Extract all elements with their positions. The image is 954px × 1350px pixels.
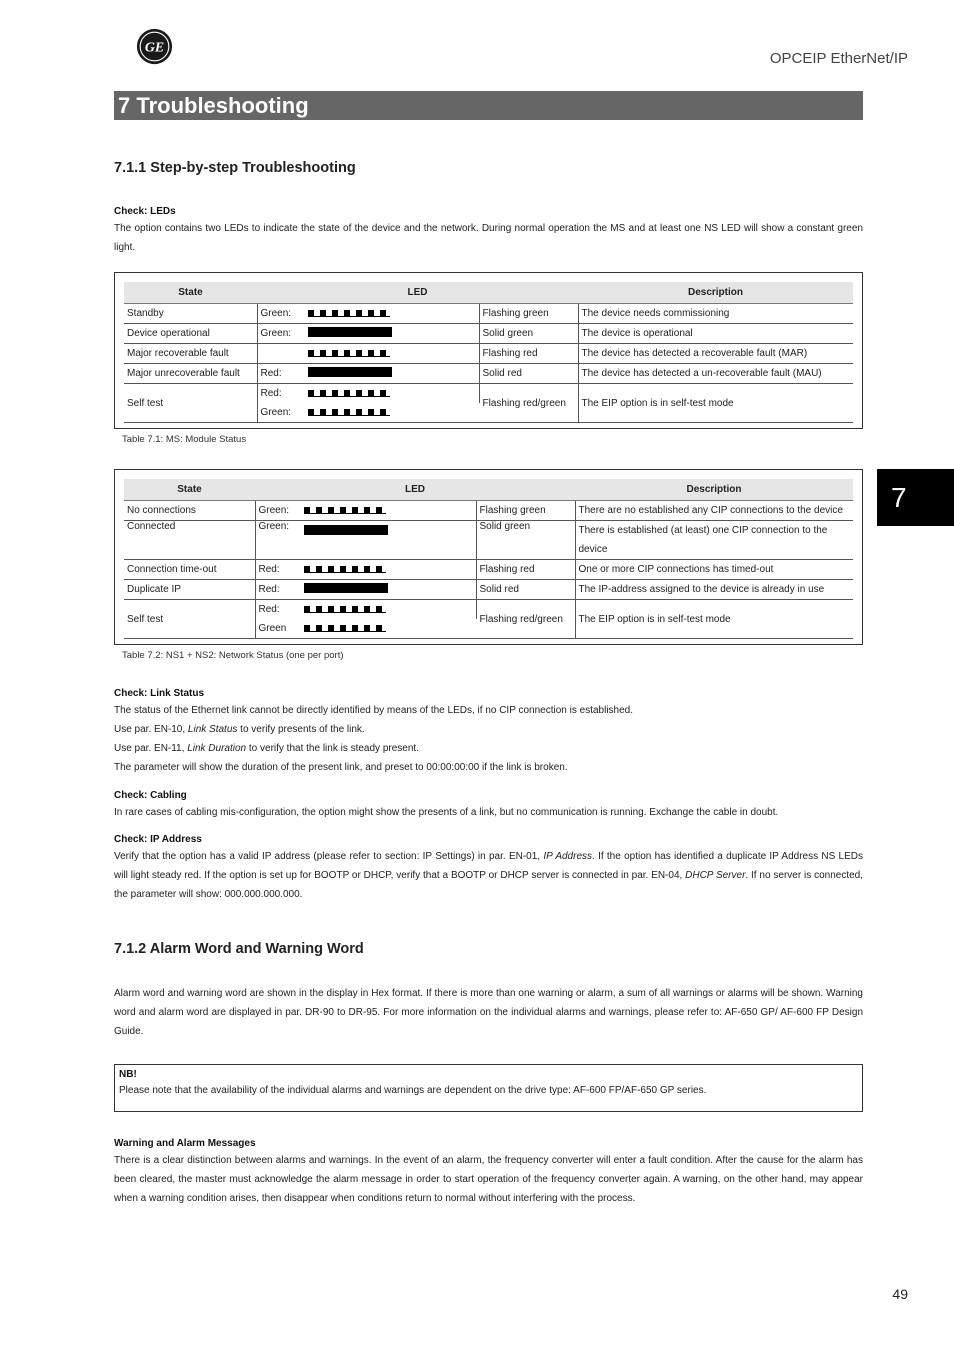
section-title-7-1-1: 7.1.1 Step-by-step Troubleshooting	[114, 160, 356, 176]
note-box	[114, 1064, 863, 1112]
table-row: Self test Red: Flashing red/green The EIP option is in self-test mode	[124, 600, 853, 620]
led-flashing-pattern	[304, 507, 386, 514]
link-line-4: The parameter will show the duration of the present link, and preset to 00:00:00:00 if the link is broken.	[114, 762, 568, 773]
led-solid-pattern	[304, 583, 388, 593]
led-flashing-pattern	[304, 566, 386, 573]
table-row: Connected Green: Solid green There is established (at least) one CIP connection to the device	[124, 521, 853, 560]
link-status-label: Check: Link Status	[114, 688, 205, 699]
th-description: Description	[575, 479, 853, 501]
th-led: LED	[255, 479, 575, 501]
table-row: Green	[124, 619, 853, 639]
table-row: Self test Red: Flashing red/green The EIP option is in self-test mode	[124, 384, 853, 404]
table-row: Device operational Green: Solid green The device is operational	[124, 324, 853, 344]
led-solid-pattern	[304, 525, 388, 535]
link-line-3: Use par. EN-11, Link Duration to verify that the link is steady present.	[114, 743, 419, 754]
table-row: Connection time-out Red: Flashing red One or more CIP connections has timed-out	[124, 560, 853, 580]
note-text: Please note that the availability of the individual alarms and warnings are dependent on the drive type: AF-600 FP/AF-650 GP series.	[119, 1085, 707, 1096]
ms-status-table	[114, 272, 863, 429]
table1-caption: Table 7.1: MS: Module Status	[122, 434, 247, 445]
th-state: State	[124, 479, 255, 501]
svg-text:GE: GE	[144, 40, 165, 56]
chapter-title: 7 Troubleshooting	[114, 91, 863, 120]
alarm-word-text: Alarm word and warning word are shown in the display in Hex format. If there is more than one warning or alarm, a sum of all warnings or alarms will be shown. Warning word and alarm word are displayed in par. DR-90 to DR-95. For more information on the individual alarms and warnings, please refer to: AF-650 GP/ AF-600 FP Design Guide.	[114, 988, 863, 1037]
th-led: LED	[257, 282, 578, 304]
led-flashing-pattern	[308, 390, 390, 397]
table-row: Standby Green: Flashing green The device needs commissioning	[124, 304, 853, 324]
led-flashing-pattern	[304, 606, 386, 613]
product-name: OPCEIP EtherNet/IP	[769, 50, 908, 67]
link-line-1: The status of the Ethernet link cannot be directly identified by means of the LEDs, if no CIP connection is established.	[114, 705, 633, 716]
note-label: NB!	[119, 1069, 137, 1080]
check-leds-label: Check: LEDs	[114, 206, 176, 217]
ns-status-table	[114, 469, 863, 645]
led-solid-pattern	[308, 367, 392, 377]
led-solid-pattern	[308, 327, 392, 337]
table2-caption: Table 7.2: NS1 + NS2: Network Status (one per port)	[122, 650, 344, 661]
check-leds-text: The option contains two LEDs to indicate the state of the device and the network. During normal operation the MS and at least one NS LED will show a constant green light.	[114, 223, 863, 253]
th-description: Description	[578, 282, 853, 304]
ip-address-label: Check: IP Address	[114, 834, 202, 845]
warning-alarm-label: Warning and Alarm Messages	[114, 1138, 256, 1149]
table-row: No connections Green: Flashing green There are no established any CIP connections to the device	[124, 501, 853, 521]
table-row: Major recoverable fault Flashing red The device has detected a recoverable fault (MAR)	[124, 344, 853, 364]
led-flashing-pattern	[308, 350, 390, 357]
cabling-text: In rare cases of cabling mis-configuration, the option might show the presents of a link, but no communication is running. Exchange the cable in doubt.	[114, 807, 779, 818]
th-state: State	[124, 282, 257, 304]
link-line-2: Use par. EN-10, Link Status to verify presents of the link.	[114, 724, 365, 735]
cabling-label: Check: Cabling	[114, 790, 187, 801]
chapter-tab: 7	[877, 469, 954, 526]
section-title-7-1-2: 7.1.2 Alarm Word and Warning Word	[114, 941, 364, 957]
page-number: 49	[892, 1286, 908, 1302]
table-row: Major unrecoverable fault Red: Solid red The device has detected a un-recoverable fault (MAU)	[124, 364, 853, 384]
warning-alarm-text: There is a clear distinction between alarms and warnings. In the event of an alarm, the frequency converter will enter a fault condition. After the cause for the alarm has been cleared, the master must acknowledge the alarm message in order to start operation of the frequency converter again. A warning, on the other hand, may appear when a warning condition arises, then disappear when conditions return to normal without interfering with the process.	[114, 1155, 863, 1204]
table-row: Duplicate IP Red: Solid red The IP-address assigned to the device is already in use	[124, 580, 853, 600]
table-row: Green:	[124, 403, 853, 423]
led-flashing-pattern	[308, 310, 390, 317]
ip-address-text: Verify that the option has a valid IP address (please refer to section: IP Settings) in par. EN-01, IP Address. If the option has identified a duplicate IP Address NS LEDs will light steady red. If the option is set up for BOOTP or DHCP, verify that a BOOTP or DHCP server is connected in par. EN-04, DHCP Server. If no server is connected, the parameter will show: 000.000.000.000.	[114, 851, 863, 900]
led-flashing-pattern	[308, 409, 390, 416]
ge-logo-icon	[136, 28, 173, 65]
led-flashing-pattern	[304, 625, 386, 632]
